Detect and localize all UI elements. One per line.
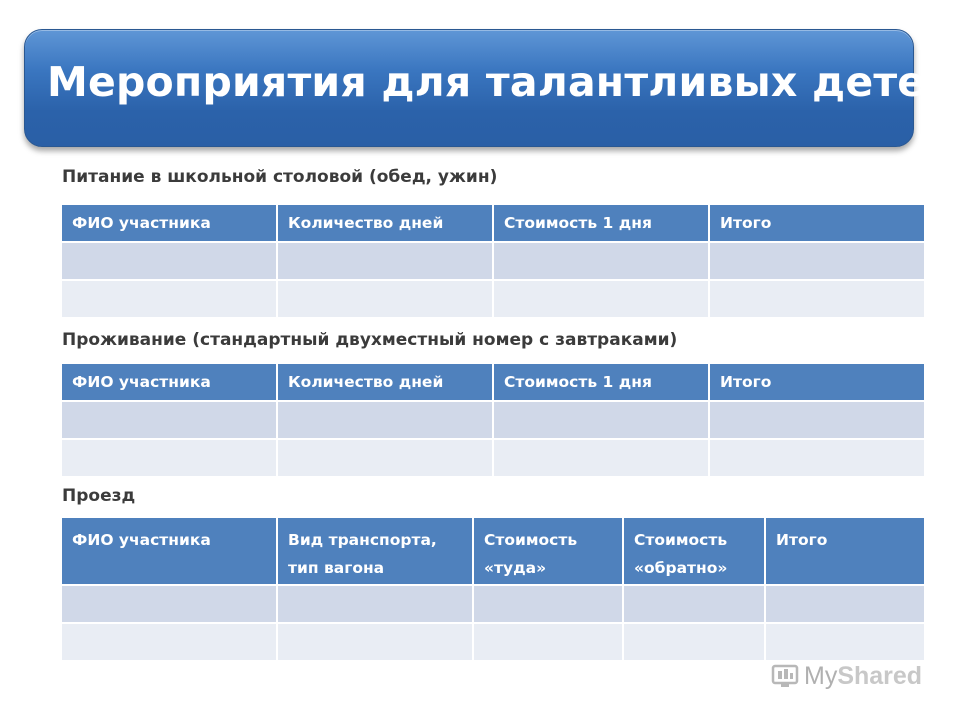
table-header-row	[61, 517, 925, 585]
table-cell	[61, 439, 277, 477]
header-line: Итого	[776, 531, 828, 549]
table-row	[61, 280, 925, 318]
table-cell	[473, 585, 623, 623]
table-cell	[493, 401, 709, 439]
header-cell: ФИО участника	[61, 363, 277, 401]
header-cell: Количество дней	[277, 204, 493, 242]
header-line: Стоимость	[484, 531, 578, 549]
table-cell	[709, 401, 925, 439]
watermark	[770, 656, 930, 696]
table-cell	[623, 585, 765, 623]
header-cell: Итого	[709, 363, 925, 401]
table-row	[61, 242, 925, 280]
table-cell	[765, 585, 925, 623]
slide-title: Мероприятия для талантливых детей	[47, 58, 955, 106]
table-cell	[277, 439, 493, 477]
header-cell	[623, 517, 765, 585]
table-cell	[61, 242, 277, 280]
table-cell	[277, 401, 493, 439]
header-line: «обратно»	[634, 559, 728, 577]
header-line: Стоимость	[634, 531, 728, 549]
header-line: Вид транспорта,	[288, 531, 437, 549]
table-cell	[709, 242, 925, 280]
section-label-food: Питание в школьной столовой (обед, ужин)	[62, 167, 498, 187]
header-cell	[61, 517, 277, 585]
header-cell: Стоимость 1 дня	[493, 363, 709, 401]
table-cell	[493, 280, 709, 318]
table-header-row	[61, 363, 925, 401]
table-cell	[61, 585, 277, 623]
table-row	[61, 401, 925, 439]
table-cell	[493, 242, 709, 280]
header-cell: Стоимость 1 дня	[493, 204, 709, 242]
header-cell	[765, 517, 925, 585]
table-cell	[61, 401, 277, 439]
table-cell	[61, 280, 277, 318]
table-travel	[60, 516, 926, 662]
header-line: тип вагона	[288, 559, 385, 577]
header-cell: ФИО участника	[61, 204, 277, 242]
header-cell: Итого	[709, 204, 925, 242]
watermark-text	[804, 662, 922, 691]
table-food	[60, 203, 926, 319]
watermark-shared: Shared	[837, 661, 923, 690]
section-label-travel: Проезд	[62, 486, 136, 506]
table-housing	[60, 362, 926, 478]
mysharedlogo-icon	[770, 661, 800, 691]
table-cell	[623, 623, 765, 661]
header-cell	[277, 517, 473, 585]
table-cell	[473, 623, 623, 661]
table-row	[61, 585, 925, 623]
header-line: «туда»	[484, 559, 547, 577]
section-label-housing: Проживание (стандартный двухместный номер с завтраками)	[62, 330, 678, 350]
watermark-my: My	[804, 661, 838, 690]
table-cell	[277, 585, 473, 623]
table-row	[61, 439, 925, 477]
table-cell	[709, 280, 925, 318]
table-cell	[61, 623, 277, 661]
header-line: ФИО участника	[72, 531, 211, 549]
table-cell	[277, 280, 493, 318]
table-cell	[277, 242, 493, 280]
header-cell	[473, 517, 623, 585]
table-header-row	[61, 204, 925, 242]
table-cell	[493, 439, 709, 477]
table-cell	[709, 439, 925, 477]
title-banner	[24, 29, 955, 147]
header-cell: Количество дней	[277, 363, 493, 401]
table-cell	[277, 623, 473, 661]
